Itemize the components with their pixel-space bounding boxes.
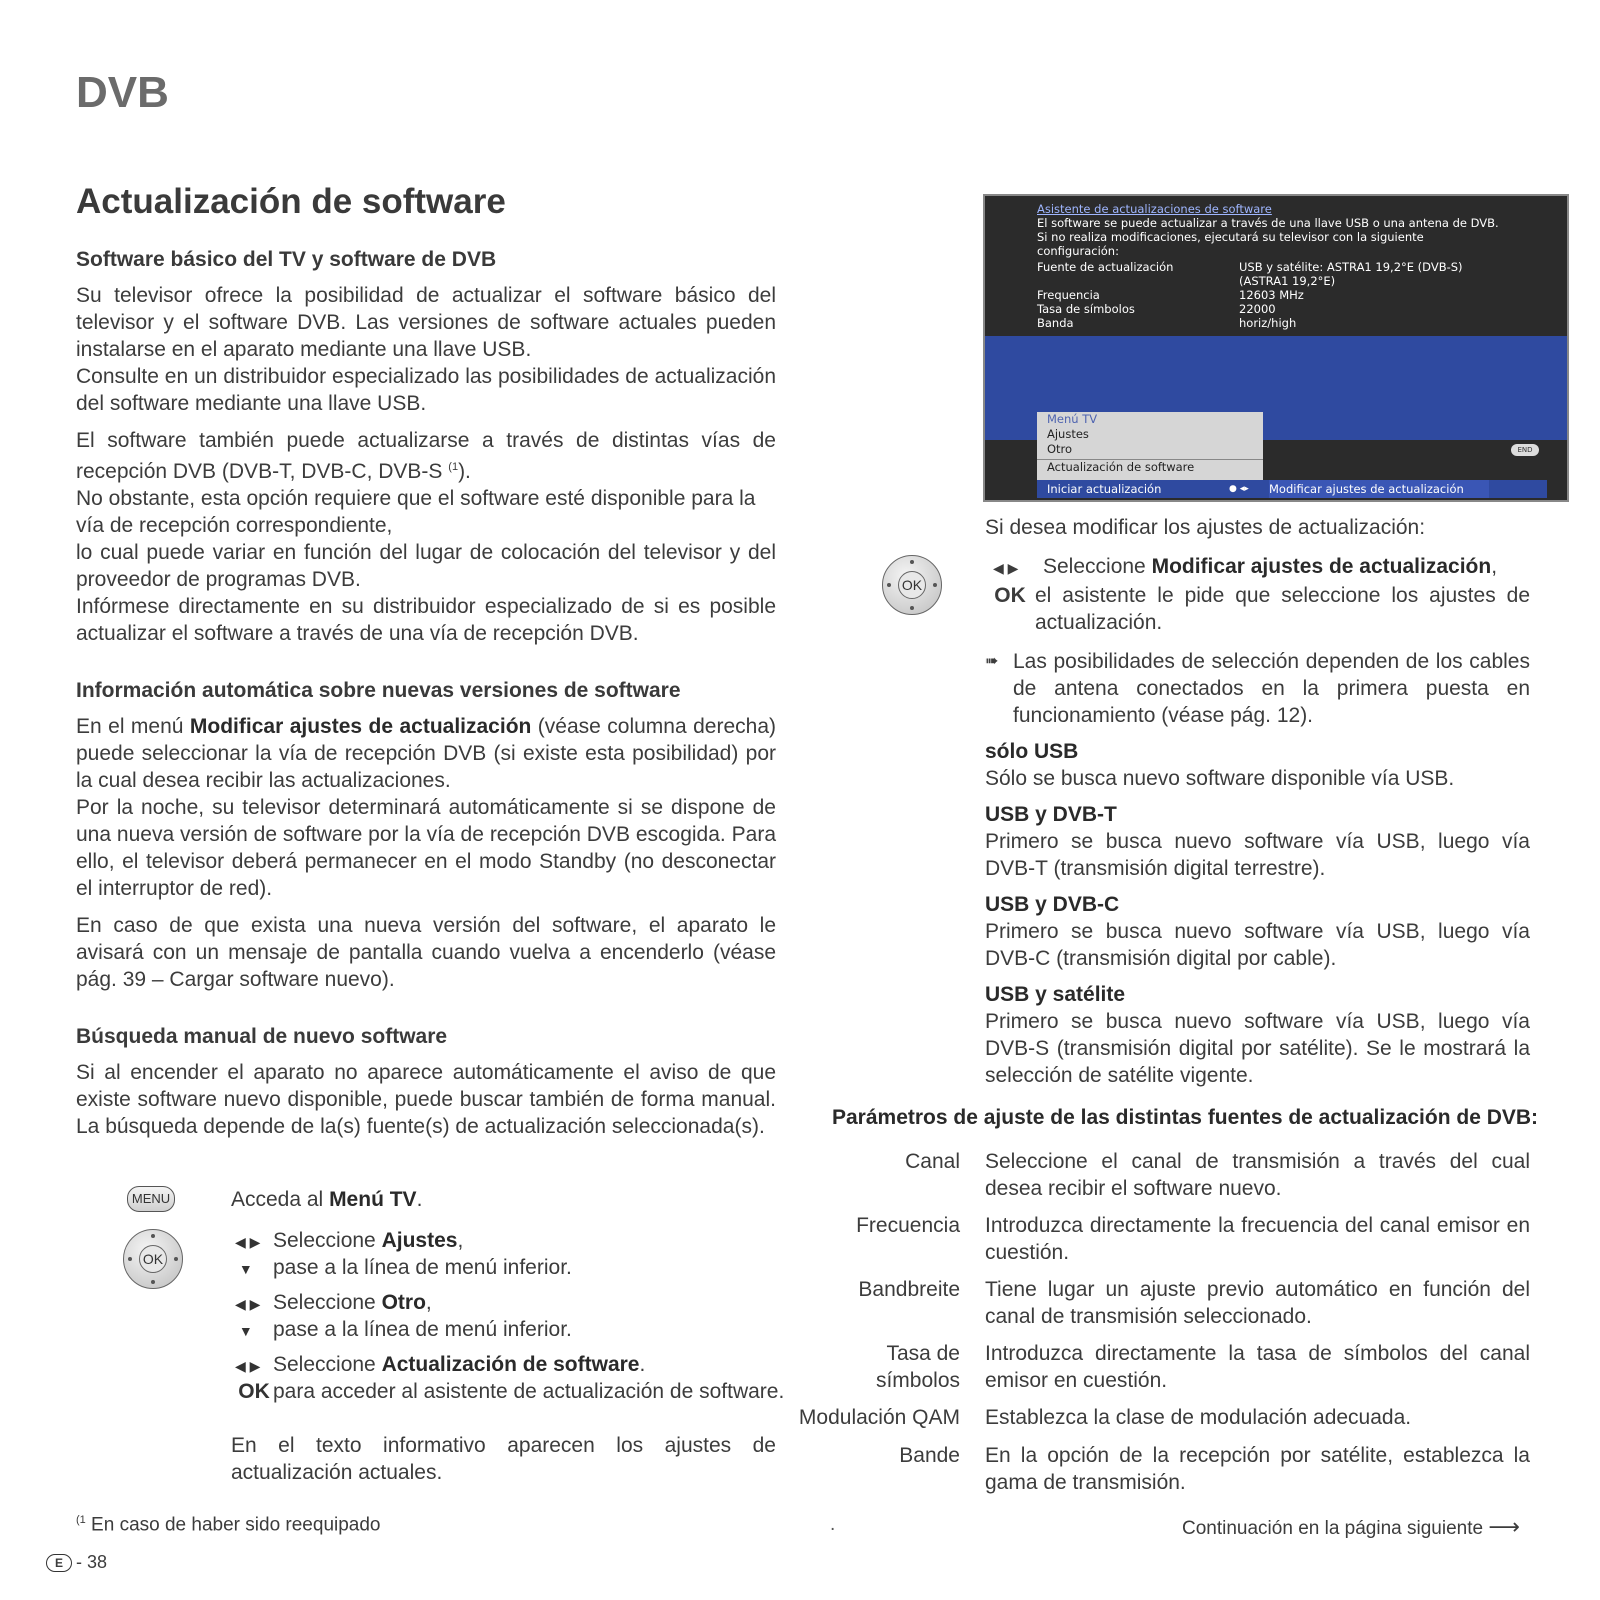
tv-menu-title: Menú TV (1047, 412, 1098, 426)
param-desc: Establezca la clase de modulación adecuada. (985, 1406, 1412, 1429)
paragraph: Si al encender el aparato no aparece automáticamente el aviso de que existe software nuevo disponible, puede buscar también de forma manual. La búsqueda depende de la(s) fuente(s) de actualización seleccionada(s). (76, 1061, 776, 1138)
step-access-menu (231, 1186, 422, 1213)
step-text: para acceder al asistente de actualización de software. (273, 1380, 785, 1403)
param-desc: En la opción de la recepción por satélite, establezca la gama de transmisión. (985, 1444, 1530, 1494)
ok-key-label: OK (238, 1380, 270, 1403)
param-label: Bande (899, 1444, 960, 1467)
ok-button-icon (123, 1229, 183, 1289)
menu-reference: Menú TV (329, 1188, 417, 1211)
tv-row-label: Fuente de actualización (1037, 260, 1174, 274)
continue-text: Continuación en la página siguiente (1182, 1518, 1484, 1539)
param-desc: Tiene lugar un ajuste previo automático en función del canal de transmisión seleccionado. (985, 1278, 1530, 1328)
paragraph-text: ). (458, 460, 471, 483)
option-text: Primero se busca nuevo software vía USB, luego vía DVB-C (transmisión digital por cable). (985, 920, 1530, 970)
step-text: Seleccione (273, 1353, 382, 1376)
step-text: Seleccione (273, 1229, 382, 1252)
option-title: USB y satélite (985, 983, 1126, 1006)
paragraph: Su televisor ofrece la posibilidad de actualizar el software básico del televisor y el software DVB. Las versiones de software actuales pueden instalarse en el aparato mediante una llave USB. (76, 284, 776, 361)
param-label: Bandbreite (858, 1278, 960, 1301)
option-text: Primero se busca nuevo software vía USB, luego vía DVB-T (transmisión digital terrestre). (985, 830, 1530, 880)
tv-modify-settings[interactable]: Modificar ajustes de actualización (1269, 480, 1489, 498)
step-select-ajustes (235, 1227, 463, 1256)
step-text: Seleccione (273, 1291, 382, 1314)
down-arrow-icon: ▼ (235, 1323, 253, 1339)
menu-reference: Modificar ajustes de actualización (189, 715, 532, 738)
param-label: Tasa de símbolos (875, 1342, 960, 1392)
paragraph: No obstante, esta opción requiere que el software esté disponible para la vía de recepción correspondiente, (76, 487, 756, 537)
left-column (76, 248, 776, 1150)
tv-row-label: Banda (1037, 316, 1074, 330)
paragraph-text: (véase columna derecha) puede seleccionar la vía de recepción DVB (si existe esta posibilidad) por la cual desea recibir las actualizaciones. (76, 715, 776, 792)
footnote-marker: (1 (76, 1514, 86, 1526)
subheading-manual-search: Búsqueda manual de nuevo software (76, 1025, 448, 1048)
step-text: el asistente le pide que seleccione los ajustes de actualización. (1035, 584, 1530, 634)
step-text: pase a la línea de menú inferior. (273, 1256, 572, 1279)
left-right-arrows-icon: ◀ ▶ (235, 1234, 261, 1250)
page-number-text: - 38 (76, 1552, 108, 1572)
step-go-down (235, 1316, 572, 1345)
tv-screenshot (983, 194, 1569, 502)
step-ok (235, 1378, 784, 1405)
arrow-right-icon: ⟶ (1488, 1514, 1520, 1539)
page-title: Actualización de software (76, 182, 506, 221)
menu-reference: Actualización de software (381, 1353, 640, 1376)
continue-note (1182, 1514, 1520, 1540)
option-text: Sólo se busca nuevo software disponible vía USB. (985, 767, 1455, 790)
footnote-ref: (1 (448, 461, 459, 473)
menu-button-icon: MENU (127, 1186, 175, 1212)
left-right-arrows-icon: ◀ ▶ (993, 560, 1019, 576)
step-text: , (457, 1229, 464, 1252)
paragraph: En caso de que exista una nueva versión del software, el aparato le avisará con un mensaje de pantalla cuando vuelva a encenderlo (véase pág. 39 – Cargar software nuevo). (76, 914, 776, 991)
ok-button-icon (882, 555, 942, 615)
tv-menu-panel (1037, 412, 1263, 480)
step-text: , (425, 1291, 432, 1314)
step-text: pase a la línea de menú inferior. (273, 1318, 572, 1341)
subheading-basic-software: Software básico del TV y software de DVB (76, 248, 497, 271)
params-heading: Parámetros de ajuste de las distintas fuentes de actualización de DVB: (832, 1106, 1539, 1129)
menu-reference: Ajustes (381, 1229, 458, 1252)
paragraph-text: El software también puede actualizarse a través de distintas vías de recepción DVB (DVB-T, DVB-C, DVB-S (76, 429, 776, 483)
language-badge: E (46, 1554, 72, 1572)
left-right-arrows-icon: ◀ ▶ (235, 1296, 261, 1312)
down-arrow-icon: ▼ (235, 1261, 253, 1277)
paragraph (76, 427, 776, 485)
tv-start-update[interactable]: Iniciar actualización (1047, 482, 1162, 496)
step-text: Acceda al (231, 1188, 330, 1211)
separator-dot: . (830, 1514, 836, 1535)
paragraph (76, 713, 776, 794)
end-button-icon: END (1511, 444, 1539, 456)
tv-row-value: 22000 (1239, 302, 1276, 316)
option-title: USB y DVB-C (985, 893, 1120, 916)
tv-action-bar (1037, 480, 1547, 498)
tv-menu-item[interactable]: Ajustes (1047, 427, 1089, 441)
paragraph: Por la noche, su televisor determinará automáticamente si se dispone de una nueva versión de software por la vía de recepción DVB escogida. Para ello, el televisor deberá permanecer en el modo Standby (no desconectar el interruptor de red). (76, 796, 776, 900)
tv-wizard-link: Asistente de actualizaciones de software (1037, 202, 1272, 216)
paragraph: Consulte en un distribuidor especializado las posibilidades de actualización del software mediante una llave USB. (76, 365, 776, 415)
paragraph: lo cual puede variar en función del lugar de colocación del televisor y del proveedor de programas DVB. (76, 541, 776, 591)
arrow-note-icon: ➠ (985, 653, 999, 670)
ok-label: OK (898, 571, 926, 599)
step-text: . (416, 1188, 423, 1211)
info-text: En el texto informativo aparecen los ajustes de actualización actuales. (231, 1434, 776, 1484)
intro-text: Si desea modificar los ajustes de actualización: (985, 516, 1426, 539)
right-column (985, 514, 1530, 1089)
option-text: Primero se busca nuevo software vía USB, luego vía DVB-S (transmisión digital por satélite). Se le mostrará la selección de satélite vigente. (985, 1010, 1530, 1087)
step-select-update (235, 1351, 645, 1380)
paragraph-text: En el menú (76, 715, 190, 738)
left-right-arrows-icon: ◀ ▶ (235, 1358, 261, 1374)
paragraph: Infórmese directamente en su distribuidor especializado de si es posible actualizar el software a través de una vía de recepción DVB. (76, 595, 776, 645)
tv-row-value: horiz/high (1239, 316, 1297, 330)
option-title: sólo USB (985, 740, 1079, 763)
param-label: Modulación QAM (798, 1406, 960, 1429)
step-select-otro (235, 1289, 432, 1318)
param-label: Frecuencia (856, 1214, 960, 1237)
step-text: . (639, 1353, 646, 1376)
ok-label: OK (139, 1245, 167, 1273)
tv-menu-item[interactable]: Otro (1047, 442, 1073, 456)
tv-row-value: USB y satélite: ASTRA1 19,2°E (DVB-S) (1239, 260, 1463, 274)
param-desc: Introduzca directamente la frecuencia del canal emisor en cuestión. (985, 1214, 1530, 1264)
option-title: USB y DVB-T (985, 803, 1117, 826)
footnote-text: En caso de haber sido reequipado (85, 1514, 381, 1536)
footnote (76, 1514, 381, 1536)
step-go-down (235, 1254, 572, 1283)
page-number (46, 1552, 107, 1573)
section-header: DVB (76, 68, 169, 117)
param-desc: Seleccione el canal de transmisión a través del cual desea recibir el software nuevo. (985, 1150, 1530, 1200)
step-text: Seleccione (1043, 555, 1152, 578)
ok-nav-icon: ● ◂▸ (1229, 484, 1249, 494)
tv-description: El software se puede actualizar a través de una llave USB o una antena de DVB. Si no realiza modificaciones, ejecutará su televisor con la siguiente configuración: (1037, 216, 1499, 258)
param-desc: Introduzca directamente la tasa de símbolos del canal emisor en cuestión. (985, 1342, 1530, 1392)
tv-menu-item[interactable]: Actualización de software (1037, 459, 1263, 475)
tv-row-value: 12603 MHz (1239, 288, 1304, 302)
step-text: , (1491, 555, 1498, 578)
step-select-modify (985, 553, 1530, 582)
tv-row-label: Frequencia (1037, 288, 1100, 302)
subheading-auto-info: Información automática sobre nuevas versiones de software (76, 679, 681, 702)
menu-reference: Modificar ajustes de actualización (1151, 555, 1492, 578)
step-ok (985, 582, 1530, 636)
note-text: Las posibilidades de selección dependen de los cables de antena conectados en la primera puesta en funcionamiento (véase pág. 12). (1013, 650, 1530, 727)
menu-reference: Otro (381, 1291, 426, 1314)
ok-key-label: OK (994, 584, 1026, 607)
tv-row-label: Tasa de símbolos (1037, 302, 1135, 316)
note (985, 648, 1530, 729)
tv-row-value: (ASTRA1 19,2°E) (1239, 274, 1336, 288)
param-label: Canal (905, 1150, 960, 1173)
